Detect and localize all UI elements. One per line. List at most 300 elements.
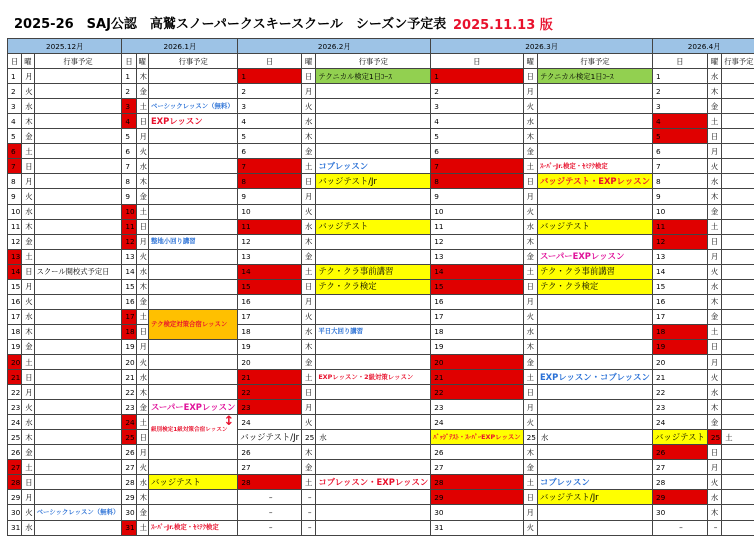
weekday-cell: 日 (136, 430, 148, 445)
event-label: テク・クラ検定 (318, 281, 376, 291)
weekday-cell: 月 (302, 189, 316, 204)
calendar-row (8, 460, 754, 475)
day-cell: – (652, 520, 707, 535)
event-cell-empty (34, 400, 122, 415)
day-cell: 2 (238, 84, 302, 99)
event-cell-empty (722, 520, 754, 535)
event-cell-empty (34, 204, 122, 219)
event-cell-empty (537, 505, 652, 520)
event-cell-empty (148, 279, 237, 294)
event-label: コブレッスン・EXPレッスン (318, 477, 428, 487)
weekday-cell: 金 (22, 234, 34, 249)
weekday-cell: 土 (22, 249, 34, 264)
day-cell: 20 (431, 354, 523, 369)
weekday-cell: 水 (136, 264, 148, 279)
calendar-row (8, 264, 754, 279)
event-cell-empty (537, 339, 652, 354)
event-cell-empty (148, 159, 237, 174)
event-cell-empty (148, 69, 237, 84)
weekday-cell: 水 (707, 490, 721, 505)
month-name: 2026.4月 (652, 39, 754, 54)
day-cell: 29 (122, 490, 136, 505)
weekday-cell: 月 (136, 445, 148, 460)
weekday-cell: 月 (523, 294, 537, 309)
weekday-cell: – (302, 505, 316, 520)
calendar-row (8, 189, 754, 204)
day-cell: 24 (431, 415, 523, 430)
event-cell-empty (722, 84, 754, 99)
day-cell: 29 (652, 490, 707, 505)
day-cell: 9 (652, 189, 707, 204)
event-cell-empty (722, 189, 754, 204)
weekday-cell: 水 (537, 430, 652, 445)
event-cell-empty (148, 460, 237, 475)
weekday-cell: 月 (707, 354, 721, 369)
double-arrow-icon: ↕ (223, 418, 234, 426)
event-cell-empty (148, 294, 237, 309)
event-cell-empty (148, 370, 237, 385)
event-cell-empty (316, 385, 431, 400)
day-cell: 2 (8, 84, 22, 99)
day-cell: 6 (122, 144, 136, 159)
weekday-cell: 水 (523, 219, 537, 234)
day-cell: – (238, 490, 302, 505)
weekday-cell: 日 (302, 279, 316, 294)
weekday-cell: 火 (302, 415, 316, 430)
weekday-cell: 木 (523, 129, 537, 144)
weekday-cell: 火 (22, 400, 34, 415)
day-cell: 8 (122, 174, 136, 189)
day-cell: 13 (238, 249, 302, 264)
weekday-cell: 土 (523, 475, 537, 490)
weekday-cell: – (302, 490, 316, 505)
event-cell (316, 219, 431, 234)
event-cell-empty (722, 294, 754, 309)
day-cell: 22 (431, 385, 523, 400)
weekday-cell: 土 (136, 99, 148, 114)
event-cell-empty (34, 279, 122, 294)
event-cell-empty (34, 84, 122, 99)
weekday-cell: 木 (523, 339, 537, 354)
event-cell-empty (148, 385, 237, 400)
day-cell: 30 (122, 505, 136, 520)
day-cell: 26 (431, 445, 523, 460)
day-cell: 18 (8, 324, 22, 339)
day-cell: 15 (238, 279, 302, 294)
event-cell-empty (34, 309, 122, 324)
day-cell: 26 (122, 445, 136, 460)
weekday-cell: 月 (302, 400, 316, 415)
event-cell (316, 370, 431, 385)
event-label: テク検定対策合宿レッスン (151, 320, 227, 328)
calendar-row (8, 144, 754, 159)
event-cell-empty (148, 249, 237, 264)
day-cell: 8 (8, 174, 22, 189)
day-cell: 16 (652, 294, 707, 309)
event-cell (316, 69, 431, 84)
event-label: ベーシックレッスン（無料） (37, 508, 120, 516)
day-cell: 10 (8, 204, 22, 219)
day-cell: 6 (431, 144, 523, 159)
month-name: 2026.1月 (122, 39, 238, 54)
weekday-cell: 土 (523, 370, 537, 385)
weekday-cell: 金 (707, 99, 721, 114)
event-cell-empty (34, 189, 122, 204)
calendar-row (8, 370, 754, 385)
event-cell-empty (316, 309, 431, 324)
weekday-cell: 火 (523, 309, 537, 324)
day-cell: 20 (122, 354, 136, 369)
event-cell-empty (34, 249, 122, 264)
day-cell: 23 (122, 400, 136, 415)
day-cell: 3 (122, 99, 136, 114)
calendar-row (8, 475, 754, 490)
day-cell: 11 (122, 219, 136, 234)
day-cell: 12 (652, 234, 707, 249)
weekday-cell: 月 (523, 400, 537, 415)
event-label: スーパーEXPレッスン (151, 402, 235, 412)
weekday-cell: 火 (22, 84, 34, 99)
event-label: バッジテスト・EXPレッスン (540, 176, 650, 186)
weekday-cell: 金 (22, 339, 34, 354)
weekday-cell: 土 (722, 430, 754, 445)
weekday-cell: 土 (523, 264, 537, 279)
event-cell-empty (316, 129, 431, 144)
weekday-cell: 月 (707, 144, 721, 159)
day-cell: 20 (238, 354, 302, 369)
day-cell: 25 (707, 430, 721, 445)
calendar-row (8, 204, 754, 219)
weekday-cell: 水 (302, 219, 316, 234)
event-cell-empty (537, 129, 652, 144)
weekday-cell: 木 (707, 189, 721, 204)
page-header (14, 12, 446, 32)
day-cell: 21 (431, 370, 523, 385)
weekday-cell: 月 (136, 129, 148, 144)
event-cell (148, 114, 237, 129)
event-cell (316, 159, 431, 174)
weekday-cell: 木 (22, 114, 34, 129)
day-cell: 29 (431, 490, 523, 505)
day-cell: 17 (8, 309, 22, 324)
event-cell-empty (722, 264, 754, 279)
event-label: ｽｰﾊﾟｰJr.検定・ｾﾐﾃｸ検定 (540, 162, 608, 170)
day-cell: 18 (238, 324, 302, 339)
event-cell-empty (537, 234, 652, 249)
weekday-cell: 土 (707, 114, 721, 129)
day-cell: 20 (652, 354, 707, 369)
event-cell-empty (316, 114, 431, 129)
weekday-cell: 金 (302, 144, 316, 159)
event-cell-empty (148, 354, 237, 369)
event-cell-empty (34, 174, 122, 189)
weekday-cell: 水 (707, 69, 721, 84)
event-label: 平日大回り講習 (318, 327, 363, 335)
day-cell: 30 (8, 505, 22, 520)
weekday-cell: 日 (22, 475, 34, 490)
weekday-cell: 火 (136, 354, 148, 369)
weekday-cell: 水 (316, 430, 431, 445)
event-cell-empty (34, 475, 122, 490)
weekday-cell: 日 (22, 264, 34, 279)
event-cell (537, 249, 652, 264)
weekday-cell: 水 (707, 279, 721, 294)
day-cell: 24 (238, 415, 302, 430)
weekday-cell: 火 (136, 144, 148, 159)
weekday-cell: 火 (136, 460, 148, 475)
day-cell: 6 (8, 144, 22, 159)
schedule-table (7, 38, 754, 536)
calendar-row (8, 354, 754, 369)
event-cell-empty (34, 354, 122, 369)
weekday-cell: 金 (22, 445, 34, 460)
events-header: 行事予定 (537, 54, 652, 69)
weekday-cell: 木 (136, 490, 148, 505)
weekday-cell: 月 (523, 189, 537, 204)
weekday-cell: 日 (523, 279, 537, 294)
event-cell-empty (537, 460, 652, 475)
weekday-cell: 土 (136, 204, 148, 219)
day-cell: 14 (238, 264, 302, 279)
weekday-cell: 火 (302, 99, 316, 114)
day-cell: 9 (8, 189, 22, 204)
day-cell: 26 (238, 445, 302, 460)
event-cell (537, 490, 652, 505)
weekday-cell: 金 (523, 144, 537, 159)
day-cell: 4 (652, 114, 707, 129)
event-cell-empty (722, 354, 754, 369)
day-cell: 29 (8, 490, 22, 505)
weekday-cell: 火 (523, 415, 537, 430)
day-cell: 19 (431, 339, 523, 354)
day-header: 日 (8, 54, 22, 69)
event-cell-empty (537, 520, 652, 535)
day-cell: 13 (122, 249, 136, 264)
month-name: 2025.12月 (8, 39, 122, 54)
event-label: バッジテスト/Jr (318, 176, 377, 186)
weekday-cell: 水 (302, 114, 316, 129)
day-cell: 23 (8, 400, 22, 415)
event-cell-empty (722, 129, 754, 144)
weekday-cell: 水 (22, 309, 34, 324)
day-cell: 5 (431, 129, 523, 144)
weekday-cell: 金 (523, 249, 537, 264)
weekday-cell: 月 (302, 84, 316, 99)
day-cell: – (238, 520, 302, 535)
day-cell: 21 (238, 370, 302, 385)
event-cell (537, 174, 652, 189)
event-label: バッジテスト (540, 221, 590, 231)
page-title: 2025-26 SAJ公認 高鷲スノーパークスキースクール シーズン予定表 (14, 13, 446, 32)
event-cell-empty (34, 159, 122, 174)
event-cell-empty (34, 114, 122, 129)
calendar-row (8, 294, 754, 309)
weekday-cell: 水 (22, 415, 34, 430)
event-label: バッジテスト (318, 221, 368, 231)
day-cell: 24 (8, 415, 22, 430)
event-cell (537, 475, 652, 490)
weekday-cell: 木 (707, 400, 721, 415)
day-cell: 5 (122, 129, 136, 144)
event-cell (238, 430, 302, 445)
weekday-cell: 土 (302, 475, 316, 490)
event-cell (537, 370, 652, 385)
day-cell: 10 (238, 204, 302, 219)
day-cell: 20 (8, 354, 22, 369)
weekday-cell: 日 (136, 219, 148, 234)
weekday-cell: 月 (302, 294, 316, 309)
event-cell-empty (316, 460, 431, 475)
day-cell: 23 (238, 400, 302, 415)
day-cell: 6 (652, 144, 707, 159)
day-cell: 16 (431, 294, 523, 309)
event-cell (537, 219, 652, 234)
event-cell (537, 264, 652, 279)
event-cell-empty (316, 204, 431, 219)
event-cell (148, 520, 237, 535)
weekday-cell: 月 (523, 505, 537, 520)
event-cell-empty (722, 415, 754, 430)
month-name: 2026.3月 (431, 39, 653, 54)
event-cell-empty (148, 129, 237, 144)
weekday-cell: 土 (302, 264, 316, 279)
calendar-row (8, 309, 754, 324)
day-cell: 1 (122, 69, 136, 84)
weekday-cell: 日 (707, 129, 721, 144)
weekday-cell: 日 (523, 174, 537, 189)
event-cell-empty (34, 129, 122, 144)
day-cell: 25 (122, 430, 136, 445)
event-label: ｽｰﾊﾟｰJr.検定・ｾﾐﾃｸ検定 (151, 523, 219, 531)
weekday-cell: 水 (136, 159, 148, 174)
calendar-row (8, 279, 754, 294)
calendar-row (8, 400, 754, 415)
weekday-cell: 日 (707, 234, 721, 249)
weekday-cell: 土 (22, 354, 34, 369)
day-cell: 4 (122, 114, 136, 129)
weekday-cell: 日 (302, 385, 316, 400)
weekday-cell: 金 (136, 400, 148, 415)
weekday-cell: 水 (302, 324, 316, 339)
event-cell-empty (722, 249, 754, 264)
event-cell-empty (722, 370, 754, 385)
event-cell-empty (316, 490, 431, 505)
day-cell: 5 (8, 129, 22, 144)
weekday-cell: 水 (707, 385, 721, 400)
event-cell-empty (722, 69, 754, 84)
weekday-cell: 日 (136, 114, 148, 129)
weekday-cell: 金 (302, 354, 316, 369)
weekday-cell: 日 (707, 445, 721, 460)
event-cell-empty (722, 99, 754, 114)
event-cell-empty (34, 294, 122, 309)
day-cell: 8 (652, 174, 707, 189)
event-label: スクール開校式予定日 (37, 267, 110, 276)
weekday-cell: 土 (707, 324, 721, 339)
event-label: コブレッスン (318, 161, 368, 171)
day-cell: 1 (431, 69, 523, 84)
weekday-header: 曜 (22, 54, 34, 69)
event-cell (148, 400, 237, 415)
weekday-cell: 火 (22, 294, 34, 309)
weekday-cell: 日 (523, 490, 537, 505)
event-cell (537, 69, 652, 84)
day-cell: 22 (652, 385, 707, 400)
calendar-row (8, 490, 754, 505)
weekday-cell: 水 (523, 114, 537, 129)
event-cell-empty (722, 144, 754, 159)
weekday-cell: 土 (22, 460, 34, 475)
event-cell-empty (34, 324, 122, 339)
day-cell: 1 (8, 69, 22, 84)
event-cell-empty (537, 354, 652, 369)
day-cell: 27 (652, 460, 707, 475)
day-cell: 21 (122, 370, 136, 385)
weekday-cell: 木 (136, 279, 148, 294)
day-cell: 3 (652, 99, 707, 114)
day-cell: 31 (431, 520, 523, 535)
event-cell-empty (34, 520, 122, 535)
event-cell (148, 234, 237, 249)
event-cell-empty (148, 84, 237, 99)
event-cell-empty (148, 445, 237, 460)
day-cell: 4 (238, 114, 302, 129)
weekday-cell: 木 (302, 339, 316, 354)
calendar-row (8, 324, 754, 339)
events-header: 行事予定 (316, 54, 431, 69)
day-cell: 27 (431, 460, 523, 475)
event-label: 級別検定1級対策合宿レッスン (151, 427, 228, 433)
weekday-cell: 月 (22, 385, 34, 400)
weekday-cell: 木 (707, 294, 721, 309)
day-cell: 26 (652, 445, 707, 460)
event-label: テク・クラ検定 (540, 281, 598, 291)
weekday-cell: 月 (22, 69, 34, 84)
event-cell-empty (537, 84, 652, 99)
weekday-cell: 日 (136, 324, 148, 339)
day-cell: 30 (431, 505, 523, 520)
day-cell: 31 (122, 520, 136, 535)
weekday-cell: 月 (22, 490, 34, 505)
event-cell-empty (537, 415, 652, 430)
weekday-cell: 土 (136, 415, 148, 430)
day-cell: 11 (652, 219, 707, 234)
event-label: バッジテスト (151, 477, 201, 487)
day-cell: 1 (652, 69, 707, 84)
event-cell-empty (722, 475, 754, 490)
weekday-cell: 木 (707, 84, 721, 99)
day-cell: 23 (652, 400, 707, 415)
event-cell-empty (722, 400, 754, 415)
event-label: バッジテスト/Jr (240, 432, 299, 442)
day-cell: 7 (8, 159, 22, 174)
event-cell-empty (34, 430, 122, 445)
calendar-row (8, 520, 754, 535)
day-cell: 24 (652, 415, 707, 430)
weekday-cell: 火 (523, 520, 537, 535)
calendar-row (8, 174, 754, 189)
events-header: 行事予定 (148, 54, 237, 69)
day-cell: 27 (8, 460, 22, 475)
event-label: コブレッスン (540, 477, 590, 487)
event-cell-empty (722, 460, 754, 475)
calendar-row (8, 219, 754, 234)
event-label: EXPレッスン・2級対策レッスン (318, 373, 413, 381)
day-cell: 25 (523, 430, 537, 445)
events-header: 行事予定 (34, 54, 122, 69)
day-cell: 4 (8, 114, 22, 129)
day-header: 日 (652, 54, 707, 69)
